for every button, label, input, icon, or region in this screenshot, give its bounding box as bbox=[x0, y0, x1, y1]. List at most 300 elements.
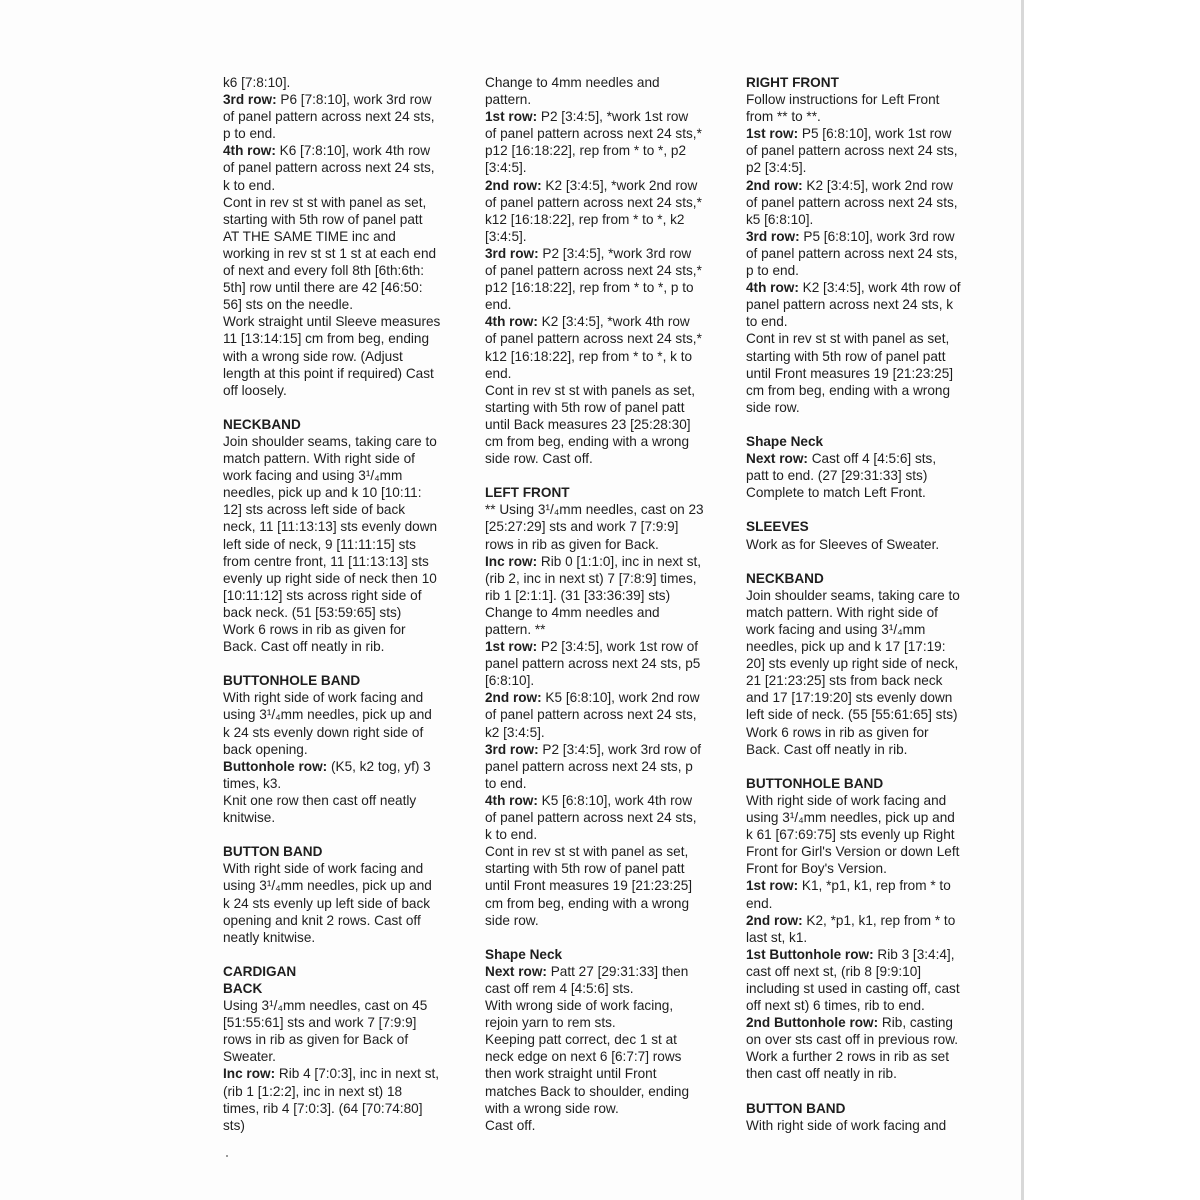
text-line bbox=[746, 91, 986, 108]
text-line bbox=[485, 877, 725, 894]
text-line bbox=[746, 330, 986, 347]
paragraph-gap bbox=[485, 929, 725, 946]
line-text: Work a further 2 rows in rib as set bbox=[746, 1049, 949, 1065]
line-text: patt to end. (27 [29:31:33] sts) bbox=[746, 468, 928, 484]
line-text: from ** to **. bbox=[746, 109, 821, 125]
text-line bbox=[746, 177, 986, 194]
line-text: [10:11:12] sts across right side of bbox=[223, 587, 422, 603]
text-line bbox=[223, 1083, 463, 1100]
text-line bbox=[485, 296, 725, 313]
section-heading: BUTTON BAND bbox=[746, 1100, 846, 1116]
line-text: end. bbox=[485, 297, 512, 313]
text-line bbox=[485, 587, 725, 604]
text-line bbox=[485, 672, 725, 689]
line-text: then work straight until Front bbox=[485, 1066, 657, 1082]
line-text: to end. bbox=[746, 314, 788, 330]
line-text: K6 [7:8:10], work 4th row bbox=[275, 143, 431, 159]
line-text: Join shoulder seams, taking care to bbox=[746, 587, 960, 603]
line-text: side row. bbox=[485, 912, 539, 928]
paragraph-gap bbox=[746, 501, 986, 518]
text-line bbox=[746, 365, 986, 382]
line-text: cm from beg, ending with a wrong bbox=[746, 382, 951, 398]
text-line bbox=[485, 177, 725, 194]
row-label: 1st row: bbox=[485, 639, 538, 655]
paragraph-gap bbox=[485, 467, 725, 484]
paragraph-gap bbox=[746, 416, 986, 433]
text-line bbox=[485, 1048, 725, 1065]
text-line bbox=[746, 245, 986, 262]
text-line bbox=[223, 706, 463, 723]
paragraph-gap bbox=[223, 655, 463, 672]
text-line bbox=[223, 792, 463, 809]
line-text: rejoin yarn to rem sts. bbox=[485, 1015, 616, 1031]
row-label: Inc row: bbox=[223, 1066, 276, 1082]
line-text: Cont in rev st st with panel as set, bbox=[746, 331, 950, 347]
text-line bbox=[485, 570, 725, 587]
section-heading: RIGHT FRONT bbox=[746, 75, 839, 90]
row-label: Buttonhole row: bbox=[223, 758, 328, 774]
line-text: Change to 4mm needles and bbox=[485, 604, 660, 620]
text-line bbox=[485, 706, 725, 723]
text-line bbox=[485, 159, 725, 176]
text-line bbox=[746, 279, 986, 296]
line-text: 12] sts across left side of back bbox=[223, 502, 406, 518]
text-line bbox=[485, 638, 725, 655]
text-line bbox=[223, 228, 463, 245]
line-text: using 3¹/₄mm needles, pick up and bbox=[223, 707, 432, 723]
line-text: off loosely. bbox=[223, 382, 287, 398]
row-label: 2nd row: bbox=[746, 912, 803, 928]
text-line bbox=[485, 809, 725, 826]
line-text: Using 3¹/₄mm needles, cast on 45 bbox=[223, 998, 428, 1014]
text-line bbox=[223, 245, 463, 262]
section-heading: SLEEVES bbox=[746, 519, 809, 535]
text-line bbox=[746, 399, 986, 416]
line-text: work facing and using 3¹/₄mm bbox=[746, 622, 926, 637]
line-text: opening and knit 2 rows. Cast off bbox=[223, 912, 421, 928]
text-line bbox=[485, 741, 725, 758]
text-line bbox=[485, 655, 725, 672]
line-text: match pattern. With right side of bbox=[746, 604, 938, 620]
text-line bbox=[223, 997, 463, 1014]
text-line bbox=[746, 843, 986, 860]
text-line bbox=[223, 809, 463, 826]
line-text: of panel pattern across next 24 sts, bbox=[746, 194, 958, 210]
text-line bbox=[485, 997, 725, 1014]
line-text: k 24 sts evenly down right side of bbox=[223, 724, 424, 740]
line-text: k12 [16:18:22], rep from * to *, k to bbox=[485, 348, 693, 364]
line-text: sts) bbox=[223, 1117, 245, 1133]
line-text: P5 [6:8:10], work 1st row bbox=[798, 126, 952, 142]
line-text: 56] sts on the needle. bbox=[223, 297, 353, 313]
line-text: K5 [6:8:10], work 2nd row bbox=[541, 690, 700, 706]
line-text: k to end. bbox=[223, 177, 276, 193]
line-text: of panel pattern across next 24 sts,* bbox=[485, 194, 702, 210]
line-text: p12 [16:18:22], rep from * to *, p2 bbox=[485, 143, 687, 159]
line-text: ** Using 3¹/₄mm needles, cast on 23 bbox=[485, 502, 704, 518]
text-line bbox=[485, 621, 725, 638]
text-line bbox=[223, 313, 463, 330]
text-line bbox=[485, 1117, 725, 1134]
line-text: 21 [21:23:25] sts from back neck bbox=[746, 673, 943, 689]
text-line bbox=[485, 843, 725, 860]
line-text: P2 [3:4:5], work 1st row of bbox=[537, 639, 699, 655]
text-line bbox=[746, 912, 986, 929]
line-text: length at this point if required) Cast bbox=[223, 365, 434, 381]
text-line bbox=[223, 467, 463, 484]
text-line bbox=[485, 1083, 725, 1100]
line-text: panel pattern across next 24 sts, p bbox=[485, 758, 693, 774]
line-text: Front for Boy's Version. bbox=[746, 861, 887, 877]
text-line bbox=[485, 724, 725, 741]
line-text: K1, *p1, k1, rep from * to bbox=[798, 878, 951, 894]
line-text: p to end. bbox=[746, 263, 799, 279]
line-text: starting with 5th row of panel patt bbox=[485, 399, 685, 415]
section-heading: NECKBAND bbox=[223, 416, 301, 432]
line-text: to end. bbox=[485, 775, 527, 791]
line-text: cm from beg, ending with a wrong bbox=[485, 895, 690, 911]
text-line bbox=[746, 211, 986, 228]
text-line bbox=[223, 1048, 463, 1065]
line-text: With right side of work facing and bbox=[746, 792, 947, 808]
line-text: With right side of work facing and bbox=[223, 861, 424, 877]
row-label: 4th row: bbox=[746, 280, 799, 296]
row-label: Next row: bbox=[485, 963, 547, 979]
text-line bbox=[223, 348, 463, 365]
line-text: of panel pattern across next 24 sts, bbox=[223, 109, 435, 125]
line-text: Back. Cast off neatly in rib. bbox=[223, 639, 385, 655]
line-text: Back. Cast off neatly in rib. bbox=[746, 741, 908, 757]
text-line bbox=[223, 553, 463, 570]
text-line bbox=[746, 946, 986, 963]
text-line bbox=[223, 108, 463, 125]
text-line bbox=[746, 450, 986, 467]
section-heading: CARDIGAN bbox=[223, 963, 297, 979]
text-line bbox=[485, 963, 725, 980]
text-line bbox=[485, 1031, 725, 1048]
text-line bbox=[485, 433, 725, 450]
line-text: work facing and using 3¹/₄mm bbox=[223, 468, 403, 484]
text-line bbox=[746, 1014, 986, 1031]
line-text: cast off rem 4 [4:5:6] sts. bbox=[485, 980, 634, 996]
line-text: side row. bbox=[746, 399, 800, 415]
line-text: K2 [3:4:5], work 4th row of bbox=[798, 280, 961, 296]
line-text: Cont in rev st st with panels as set, bbox=[485, 382, 696, 398]
text-line bbox=[746, 792, 986, 809]
text-line bbox=[223, 604, 463, 621]
line-text: off next st) 6 times, rib to end. bbox=[746, 998, 925, 1014]
text-line bbox=[485, 775, 725, 792]
text-line bbox=[223, 484, 463, 501]
line-text: Cont in rev st st with panel as set, bbox=[223, 194, 427, 210]
paragraph-gap bbox=[746, 553, 986, 570]
line-text: K2, *p1, k1, rep from * to bbox=[802, 912, 956, 928]
line-text: K2 [3:4:5], *work 4th row bbox=[537, 314, 690, 330]
text-line bbox=[485, 518, 725, 535]
text-line bbox=[746, 895, 986, 912]
line-text: K5 [6:8:10], work 4th row bbox=[537, 792, 693, 808]
text-line bbox=[746, 672, 986, 689]
text-line bbox=[485, 194, 725, 211]
line-text: K2 [3:4:5], work 2nd row bbox=[802, 177, 954, 193]
text-line bbox=[223, 159, 463, 176]
text-line bbox=[746, 1117, 986, 1134]
row-label: 1st row: bbox=[746, 878, 799, 894]
line-text: of next and every foll 8th [6th:6th: bbox=[223, 263, 425, 279]
text-line bbox=[223, 382, 463, 399]
line-text: panel pattern across next 24 sts, k bbox=[746, 297, 954, 313]
text-line bbox=[746, 809, 986, 826]
line-text: With right side of work facing and bbox=[746, 1117, 947, 1133]
line-text: [3:4:5]. bbox=[485, 160, 527, 176]
text-line bbox=[223, 912, 463, 929]
line-text: rows in rib as given for Back. bbox=[485, 536, 659, 552]
text-line bbox=[485, 860, 725, 877]
line-text: Work as for Sleeves of Sweater. bbox=[746, 536, 940, 552]
row-label: Inc row: bbox=[485, 553, 538, 569]
text-line bbox=[485, 313, 725, 330]
text-line bbox=[746, 826, 986, 843]
line-text: P6 [7:8:10], work 3rd row bbox=[276, 92, 432, 108]
line-text: k2 [3:4:5]. bbox=[485, 724, 545, 740]
text-line bbox=[746, 621, 986, 638]
paragraph-gap bbox=[746, 758, 986, 775]
text-line bbox=[485, 142, 725, 159]
text-line bbox=[746, 467, 986, 484]
line-text: needles, pick up and k 17 [17:19: bbox=[746, 639, 946, 655]
section-heading: Shape Neck bbox=[485, 946, 563, 962]
text-line bbox=[223, 91, 463, 108]
line-text: starting with 5th row of panel patt bbox=[485, 861, 685, 877]
text-line bbox=[746, 125, 986, 142]
text-line bbox=[485, 1014, 725, 1031]
text-line bbox=[485, 895, 725, 912]
text-line bbox=[223, 296, 463, 313]
line-text: of panel pattern across next 24 sts,* bbox=[485, 126, 702, 142]
line-text: of panel pattern across next 24 sts,* bbox=[485, 263, 702, 279]
text-line bbox=[485, 1100, 725, 1117]
line-text: k12 [16:18:22], rep from * to *, k2 bbox=[485, 211, 685, 227]
line-text: on over sts cast off in previous row. bbox=[746, 1032, 959, 1048]
line-text: 20] sts evenly up right side of neck, bbox=[746, 656, 959, 672]
section-heading: BUTTON BAND bbox=[223, 844, 323, 860]
line-text: from centre front, 11 [11:13:13] sts bbox=[223, 553, 429, 569]
text-line bbox=[223, 194, 463, 211]
text-line bbox=[485, 399, 725, 416]
text-line bbox=[223, 518, 463, 535]
line-text: 5th] row until there are 42 [46:50: bbox=[223, 280, 423, 296]
line-text: Knit one row then cast off neatly bbox=[223, 792, 417, 808]
line-text: including st used in casting off, cast bbox=[746, 980, 960, 996]
text-line bbox=[746, 724, 986, 741]
line-text: Follow instructions for Left Front bbox=[746, 92, 940, 108]
line-text: [51:55:61] sts and work 7 [7:9:9] bbox=[223, 1015, 417, 1031]
scan-speck bbox=[226, 1155, 228, 1157]
text-line bbox=[746, 536, 986, 553]
text-line bbox=[746, 997, 986, 1014]
row-label: 3rd row: bbox=[746, 228, 800, 244]
paragraph-gap bbox=[223, 826, 463, 843]
line-text: Cont in rev st st with panel as set, bbox=[485, 844, 689, 860]
text-line bbox=[485, 74, 725, 91]
text-line bbox=[223, 1100, 463, 1117]
line-text: neck, 11 [11:13:13] sts evenly down bbox=[223, 519, 438, 535]
line-text: of panel pattern across next 24 sts, bbox=[746, 245, 958, 261]
text-line bbox=[223, 758, 463, 775]
line-text: then cast off neatly in rib. bbox=[746, 1066, 897, 1082]
text-line bbox=[223, 877, 463, 894]
text-line bbox=[485, 262, 725, 279]
line-text: Patt 27 [29:31:33] then bbox=[546, 963, 689, 979]
line-text: With right side of work facing and bbox=[223, 690, 424, 706]
line-text: of panel pattern across next 24 sts, bbox=[223, 160, 435, 176]
paragraph-gap bbox=[223, 946, 463, 963]
text-line bbox=[223, 262, 463, 279]
line-text: using 3¹/₄mm needles, pick up and bbox=[746, 810, 955, 826]
line-text: neck edge on next 6 [6:7:7] rows bbox=[485, 1049, 682, 1065]
line-text: P2 [3:4:5], *work 3rd row bbox=[538, 245, 692, 261]
text-line bbox=[746, 108, 986, 125]
text-line bbox=[746, 1065, 986, 1082]
text-line bbox=[485, 91, 725, 108]
text-line bbox=[223, 142, 463, 159]
text-line bbox=[485, 980, 725, 997]
text-line bbox=[485, 450, 725, 467]
text-line bbox=[485, 348, 725, 365]
line-text: and 17 [17:19:20] sts evenly down bbox=[746, 690, 953, 706]
text-line bbox=[746, 228, 986, 245]
text-line bbox=[485, 1065, 725, 1082]
line-text: k to end. bbox=[485, 827, 538, 843]
text-line bbox=[485, 912, 725, 929]
line-text: Sweater. bbox=[223, 1049, 276, 1065]
text-line bbox=[223, 74, 463, 91]
text-line bbox=[485, 826, 725, 843]
line-text: back neck. (51 [53:59:65] sts) bbox=[223, 604, 402, 620]
text-line bbox=[223, 689, 463, 706]
text-line bbox=[223, 895, 463, 912]
text-line bbox=[746, 484, 986, 501]
text-line bbox=[485, 689, 725, 706]
text-column-2 bbox=[485, 74, 725, 1134]
text-line bbox=[223, 125, 463, 142]
line-text: left side of neck, 9 [11:11:15] sts bbox=[223, 536, 416, 552]
row-label: Next row: bbox=[746, 451, 808, 467]
line-text: of panel pattern across next 24 sts, bbox=[746, 143, 958, 159]
text-line bbox=[746, 296, 986, 313]
line-text: until Back measures 23 [25:28:30] bbox=[485, 416, 691, 432]
text-line bbox=[485, 330, 725, 347]
line-text: [6:8:10]. bbox=[485, 673, 535, 689]
line-text: Rib, casting bbox=[878, 1015, 953, 1031]
section-heading: BUTTONHOLE BAND bbox=[223, 673, 361, 689]
line-text: With wrong side of work facing, bbox=[485, 998, 674, 1014]
line-text: neatly knitwise. bbox=[223, 929, 316, 945]
right-margin bbox=[1024, 0, 1200, 1200]
line-text: times, rib 4 [7:0:3]. (64 [70:74:80] bbox=[223, 1100, 423, 1116]
line-text: k 61 [67:69:75] sts evenly up Right bbox=[746, 827, 955, 843]
line-text: with a wrong side row. bbox=[485, 1100, 619, 1116]
line-text: k 24 sts evenly up left side of back bbox=[223, 895, 431, 911]
text-line bbox=[746, 877, 986, 894]
text-line bbox=[746, 980, 986, 997]
line-text: of panel pattern across next 24 sts,* bbox=[485, 331, 702, 347]
text-line bbox=[485, 501, 725, 518]
text-line bbox=[746, 929, 986, 946]
row-label: 3rd row: bbox=[485, 741, 539, 757]
text-line bbox=[485, 211, 725, 228]
line-text: until Front measures 19 [21:23:25] bbox=[746, 365, 954, 381]
line-text: rib 1 [2:1:1]. (31 [33:36:39] sts) bbox=[485, 587, 671, 603]
text-line bbox=[223, 211, 463, 228]
line-text: end. bbox=[746, 895, 773, 911]
text-line bbox=[485, 365, 725, 382]
text-line bbox=[223, 536, 463, 553]
text-line bbox=[223, 638, 463, 655]
line-text: [3:4:5]. bbox=[485, 228, 527, 244]
text-line bbox=[485, 125, 725, 142]
line-text: evenly up right side of neck then 10 bbox=[223, 570, 437, 586]
text-line bbox=[223, 741, 463, 758]
text-line bbox=[485, 604, 725, 621]
section-heading: LEFT FRONT bbox=[485, 485, 570, 501]
row-label: 1st row: bbox=[746, 126, 799, 142]
line-text: k6 [7:8:10]. bbox=[223, 75, 291, 90]
text-line bbox=[746, 655, 986, 672]
line-text: knitwise. bbox=[223, 810, 276, 826]
line-text: p to end. bbox=[223, 126, 276, 142]
line-text: Rib 4 [7:0:3], inc in next st, bbox=[275, 1066, 440, 1082]
text-line bbox=[223, 570, 463, 587]
text-line bbox=[223, 450, 463, 467]
row-label: 4th row: bbox=[223, 143, 276, 159]
text-line bbox=[746, 159, 986, 176]
row-label: 3rd row: bbox=[485, 245, 539, 261]
text-line bbox=[223, 1031, 463, 1048]
row-label: 2nd row: bbox=[485, 690, 542, 706]
line-text: Front for Girl's Version or down Left bbox=[746, 844, 960, 860]
line-text: P2 [3:4:5], *work 1st row bbox=[537, 109, 689, 125]
line-text: (rib 1 [1:2:2], inc in next st) 18 bbox=[223, 1083, 403, 1099]
text-line bbox=[746, 1031, 986, 1048]
section-heading: Shape Neck bbox=[746, 433, 824, 449]
line-text: Cast off. bbox=[485, 1117, 536, 1133]
text-line bbox=[746, 348, 986, 365]
text-line bbox=[746, 1048, 986, 1065]
line-text: of panel pattern across next 24 sts, bbox=[485, 707, 697, 723]
line-text: k5 [6:8:10]. bbox=[746, 211, 814, 227]
line-text: (K5, k2 tog, yf) 3 bbox=[327, 758, 431, 774]
line-text: back opening. bbox=[223, 741, 308, 757]
section-heading: NECKBAND bbox=[746, 570, 824, 586]
line-text: Work straight until Sleeve measures bbox=[223, 314, 441, 330]
line-text: match pattern. With right side of bbox=[223, 451, 415, 467]
text-line bbox=[223, 929, 463, 946]
line-text: [25:27:29] sts and work 7 [7:9:9] bbox=[485, 519, 679, 535]
row-label: 4th row: bbox=[485, 314, 538, 330]
text-line bbox=[746, 741, 986, 758]
line-text: end. bbox=[485, 365, 512, 381]
text-line bbox=[485, 279, 725, 296]
text-line bbox=[223, 279, 463, 296]
text-line bbox=[746, 313, 986, 330]
row-label: 1st Buttonhole row: bbox=[746, 946, 874, 962]
text-line bbox=[223, 724, 463, 741]
row-label: 4th row: bbox=[485, 792, 538, 808]
line-text: Work 6 rows in rib as given for bbox=[223, 622, 406, 637]
line-text: starting with 5th row of panel patt bbox=[223, 211, 423, 227]
line-text: starting with 5th row of panel patt bbox=[746, 348, 946, 364]
